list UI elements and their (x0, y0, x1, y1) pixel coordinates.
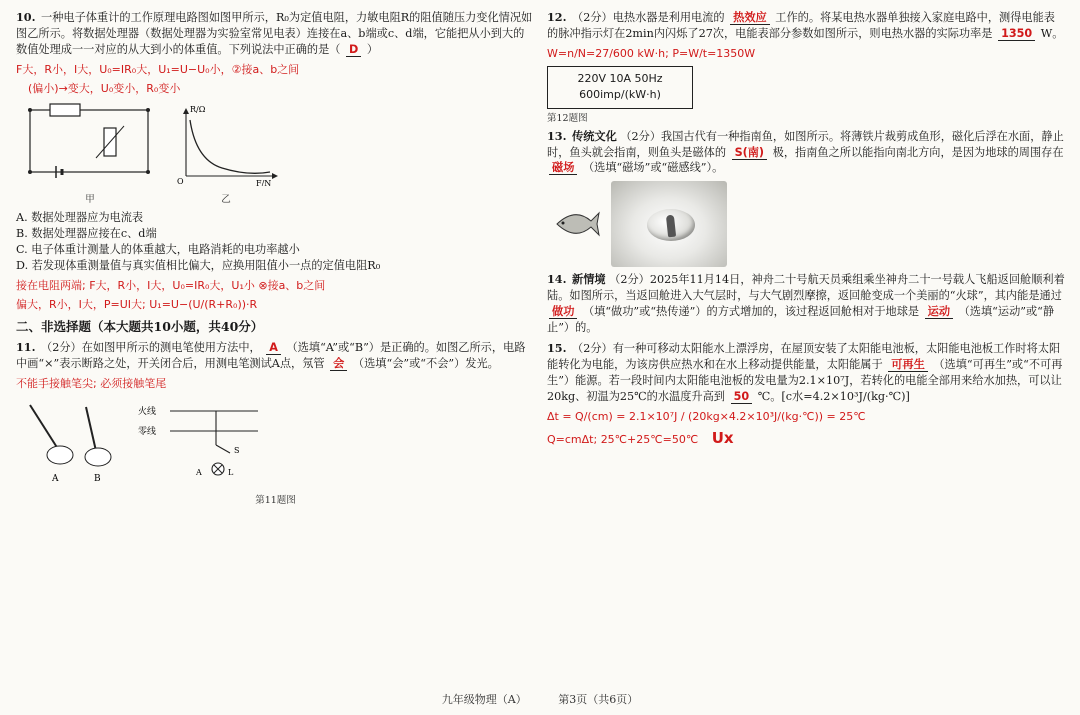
handwritten-side-mark: Ux (711, 429, 734, 448)
answer-blank-1: A (266, 341, 281, 355)
question-text: W。 (1040, 26, 1064, 40)
handwritten-note: 不能手接触笔尖; 必须接触笔尾 (16, 376, 167, 390)
handwritten-note: (偏小)→变大，U₀变小，R₀变小 (28, 81, 181, 95)
question-text: （选填“会”或“不会”）发光。 (352, 356, 499, 370)
question-number: 15. (547, 341, 567, 355)
answer-blank-2: 运动 (925, 305, 953, 319)
handwritten-note: F大，R小，I大，U₀=IR₀大，U₁=U−U₀小，②接a、b之间 (16, 62, 300, 76)
meter-constant: 600imp/(kW·h) (579, 88, 661, 102)
handwritten-note-part: 接在电阻两端 (16, 279, 82, 293)
option-c: C. 电子体重计测量人的体重越大，电路消耗的电功率越小 (16, 243, 300, 257)
energy-meter-panel (547, 66, 693, 109)
page-footer (0, 691, 1080, 707)
question-text: （2分）有一种可移动太阳能水上漂浮房，在屋顶安装了太阳能电池板，太阳能电池板工作时将太阳能转化为电能，为该房供应热水和在水上移动提供能量，太阳能属于 (547, 342, 1061, 371)
household-circuit-diagram (136, 395, 262, 487)
question-text: （选填“可再生”或“不可再生”）能源。若一段时间内太阳能电池板的发电量为2.1×10⁷J，若转化的电能全部用来给水加热，可以让20kg、初温为25℃的水温度升高到 (547, 357, 1063, 403)
question-tag: 新情境 (572, 272, 606, 287)
question-text: （填“做功”或“热传递”）的方式增加的，该过程返回舱相对于地球是 (582, 305, 920, 319)
question-number: 12. (547, 10, 567, 24)
question-number: 11. (16, 339, 36, 354)
footer-subject: 九年级物理（A） (441, 693, 527, 706)
question-text: （选填“磁场”或“磁感线”）。 (582, 161, 724, 175)
question-10 (16, 10, 535, 58)
question-14 (547, 272, 1066, 336)
live-wire-label: 火线 (138, 407, 157, 418)
answer-blank-1: S(南) (732, 146, 767, 160)
south-pointing-fish-illustration (547, 201, 603, 247)
graph-figure-yi (172, 100, 280, 205)
question-text: ℃。[c水=4.2×10³J/(kg·℃)] (757, 389, 910, 403)
q11-figures (16, 395, 535, 487)
handwritten-note: W=n/N=27/600 kW·h; P=W/t=1350W (547, 46, 756, 60)
point-a-label: A (196, 468, 202, 478)
question-number: 14. (547, 272, 567, 287)
handwritten-note: 偏大，R小，I大，P=UI大; U₁=U−(U/(R+R₀))·R (16, 297, 258, 311)
question-tag: 传统文化 (572, 128, 617, 143)
question-number: 10. (16, 10, 36, 24)
question-text: 一种电子体重计的工作原理电路图如图甲所示，R₀为定值电阻，力敏电阻R的阻值随压力变化情况如图乙所示。将数据处理器（数据处理器为实验室常见电表）连接在a、b端或c、d端，它能把从小到大的数值处理成一一对应的从大到小的体重值。下列说法中正确的是（ (16, 11, 533, 56)
meter-rating: 220V 10A 50Hz (577, 71, 663, 85)
handwritten-note-part: 不能手接触笔尖 (16, 376, 93, 390)
answer-blank-2: 会 (330, 357, 347, 371)
handwritten-note-part: 必须接触笔尾 (100, 376, 167, 390)
answer-blank-2: 1350 (998, 27, 1035, 41)
answer-blank-1: 做功 (549, 305, 577, 319)
option-d: D. 若发现体重测量值与真实值相比偏大，应换用阻值小一点的定值电阻R₀ (16, 259, 381, 273)
graph-xlabel: F/N (256, 179, 272, 187)
answer-blank-2: 磁场 (549, 161, 577, 175)
question-12 (547, 10, 1066, 42)
section-title: 二、非选择题（本大题共10小题，共40分） (16, 318, 264, 334)
figure-caption: 第11题图 (255, 495, 296, 507)
handwritten-note-part: F大，R小，I大，U₀=IR₀大，U₁小 ⊗接a、b之间 (89, 279, 326, 293)
figure-label-b: B (94, 474, 101, 485)
left-column (16, 10, 535, 682)
question-text: （选填“A”或“B”）是正确的。如图乙所示，电路中画“×”表示断路之处，开关闭合后，用测电笔测试A点，氖管 (16, 340, 526, 370)
option-b: B. 数据处理器应接在c、d端 (16, 227, 157, 241)
footer-page-number: 第3页（共6页） (558, 693, 639, 706)
test-pen-illustration (16, 395, 128, 487)
handwritten-note-part: Q=cmΔt (547, 433, 594, 447)
figure-caption: 乙 (221, 194, 231, 206)
question-text: 工作的。将某电热水器单独接入家庭电路中，测得电能表的脉冲指示灯在2min内闪烁了27次，电能表部分参数如图所示，则电热水器的实际功率是 (547, 11, 1055, 40)
right-column (547, 10, 1066, 682)
resistance-force-graph (172, 100, 280, 186)
question-15 (547, 341, 1066, 405)
answer-blank-1: 热效应 (730, 11, 770, 25)
switch-label: S (234, 446, 240, 456)
handwritten-calculation: Δt = Q/(cm) = 2.1×10⁷J / (20kg×4.2×10³J/(kg·℃)) = 25℃ (547, 409, 866, 423)
circuit-diagram (16, 100, 164, 186)
neutral-wire-label: 零线 (138, 427, 157, 438)
handwritten-note: 接在电阻两端; F大，R小，I大，U₀=IR₀大，U₁小 ⊗接a、b之间 (16, 279, 326, 293)
figure-label-a: A (52, 474, 59, 485)
handwritten-note-part: P=W/t=1350W (672, 46, 756, 60)
return-capsule-photo (611, 181, 727, 267)
figure-caption: 甲 (85, 194, 95, 206)
graph-ylabel: R/Ω (190, 105, 206, 115)
answer-blank-2: 50 (731, 390, 753, 404)
circuit-figure-jia (16, 100, 164, 205)
question-text: （选填“运动”或“静止”）的。 (547, 305, 1055, 335)
handwritten-note-part: U₁=U−(U/(R+R₀))·R (149, 297, 258, 311)
question-text: 极，指南鱼之所以能指向南北方向，是因为地球的周围存在 (772, 145, 1064, 159)
question-13 (547, 129, 1066, 177)
q10-figures (16, 100, 535, 205)
figure-caption: 第12题图 (547, 112, 588, 124)
answer-handwritten: D (346, 43, 361, 57)
q13-q14-figures (547, 181, 1066, 267)
graph-origin: O (177, 177, 184, 187)
question-text: （2分）电热水器是利用电流的 (572, 11, 725, 24)
question-text-close: ） (366, 42, 379, 56)
question-number: 13. (547, 128, 567, 143)
lamp-label: L (228, 468, 234, 478)
question-text: （2分）我国古代有一种指南鱼，如图所示。将薄铁片裁剪成鱼形，磁化后浮在水面，静止时，鱼头就会指南，则鱼头是磁体的 (547, 129, 1064, 159)
question-11 (16, 340, 535, 372)
handwritten-note: Q=cmΔt; 25℃+25℃=50℃ Ux (547, 429, 734, 448)
question-text: （2分）在如图甲所示的测电笔使用方法中， (41, 340, 261, 354)
question-text: （2分）2025年11月14日，神舟二十号航天员乘组乘坐神舟二十一号载人飞船返回舱顺利着陆。如图所示，当返回舱进入大气层时，与大气剧烈摩擦，返回舱变成一个美丽的“火球”，其内能是通过 (547, 273, 1065, 303)
answer-blank-1: 可再生 (888, 358, 928, 372)
handwritten-note-part: 偏大，R小，I大，P=UI大 (16, 297, 143, 311)
handwritten-note-part: 25℃+25℃=50℃ (600, 433, 699, 447)
handwritten-note-part: W=n/N=27/600 kW·h (547, 46, 666, 60)
option-a: A. 数据处理器应为电流表 (16, 211, 144, 225)
q10-options (16, 210, 535, 274)
